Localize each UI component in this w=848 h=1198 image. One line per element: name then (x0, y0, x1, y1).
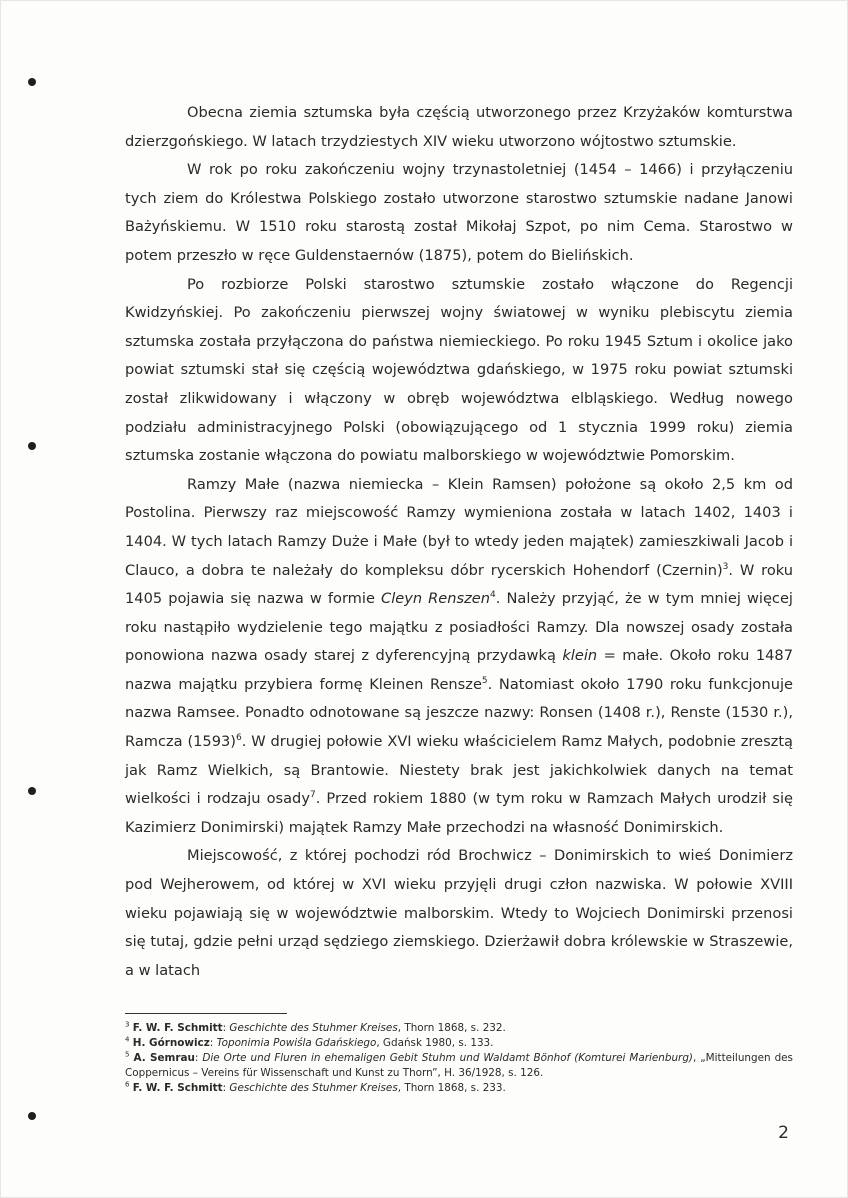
text-run: . W drugiej połowie XVI wieku właścicielem Ramz Małych, podobnie zresztą jak Ramz Wielkich, są Brantowie. Niestety brak jest jakichkolwiek danych na temat wielkości i rodzaju osady (125, 733, 794, 808)
text-run: . Natomiast około 1790 roku funkcjonuje nazwa Ramsee. Ponadto odnotowane są jeszcze nazwy: Ronsen (1408 r.), Renste (1530 r.), Ramcza (1593) (125, 675, 793, 751)
footnote (125, 1036, 793, 1051)
footnote-ref: 4 (490, 590, 496, 601)
footnote-number: 4 (125, 1035, 130, 1044)
paragraph-3: Po rozbiorze Polski starostwo sztumskie zostało włączone do Regencji Kwidzyńskiej. Po zakończeniu pierwszej wojny światowej w wyniku plebiscytu ziemia sztumska została przyłączona do państwa niemieckiego. Po roku 1945 Sztum i okolice jako powiat sztumski stał się częścią województwa gdańskiego, w 1975 roku powiat sztumski został zlikwidowany i włączony w obręb województwa elbląskiego. Według nowego podziału administracyjnego Polski (obowiązującego od 1 stycznia 1999 roku) ziemia sztumska zostanie włączona do powiatu malborskiego w województwie Pomorskim. (125, 275, 793, 465)
footnote-author: A. Semrau (133, 1052, 195, 1064)
text-run: : (222, 1082, 230, 1094)
footnote-title: Toponimia Powiśla Gdańskiego (216, 1037, 377, 1049)
text-run: = małe. Około roku 1487 nazwa majątku przybiera formę Kleinen Rensze (125, 647, 793, 693)
footnote-ref: 7 (309, 790, 316, 801)
text-run: Ramzy Małe (nazwa niemiecka – Klein Ramsen) położone są około 2,5 km od Postolina. Pierwszy raz miejscowość Ramzy wymieniona została w latach 1402, 1403 i 1404. W tych latach Ramzy Duże i Małe (był to wtedy jeden majątek) zamieszkiwali Jacob i Clauco, a dobra te należały do kompleksu dóbr rycerskich Hohendorf (Czernin) (125, 475, 793, 579)
text-run: , „Mitteilungen des Coppernicus – Vereins für Wissenschaft und Kunst zu Thorn”, H. 36/1928, s. 126. (125, 1052, 793, 1079)
text-run: . Przed rokiem 1880 (w tym roku w Ramzach Małych urodził się Kazimierz Donimirski) majątek Ramzy Małe przechodzi na własność Donimirskich. (125, 790, 793, 836)
paragraph-2: W rok po roku zakończeniu wojny trzynastoletniej (1454 – 1466) i przyłączeniu tych ziem do Królestwa Polskiego zostało utworzone starostwo sztumskie nadane Janowi Bażyńskiemu. W 1510 roku starostą został Mikołaj Szpot, po nim Cema. Starostwo w potem przeszło w ręce Guldenstaernów (1875), potem do Bielińskich. (125, 161, 793, 264)
text-run: , Gdańsk 1980, s. 133. (376, 1037, 494, 1049)
footnote-number: 5 (125, 1050, 130, 1059)
footnote-ref: 6 (236, 733, 242, 744)
punch-hole-icon (28, 442, 36, 450)
italic-term: Cleyn Renszen (381, 590, 491, 608)
footnote-number: 3 (125, 1020, 130, 1029)
footnotes (125, 1021, 793, 1096)
footnote-title: Die Orte und Fluren in ehemaligen Gebit Stuhm und Waldamt Bönhof (Komturei Marienburg) (202, 1052, 693, 1064)
page-number: 2 (778, 1123, 789, 1143)
text-run: . Należy przyjąć, że w tym mniej więcej roku nastąpiło wydzielenie tego majątku z posiadłości Ramzy. Dla nowszej osady została ponowiona nazwa osady starej z dyferencyjną przydawką (125, 590, 793, 665)
text-run: : (222, 1022, 230, 1034)
main-text (125, 99, 793, 985)
footnote-author: F. W. F. Schmitt (132, 1082, 223, 1094)
footnote-ref: 5 (481, 676, 488, 687)
footnote-title: Geschichte des Stuhmer Kreises (229, 1082, 398, 1094)
paragraph-1: Obecna ziemia sztumska była częścią utworzonego przez Krzyżaków komturstwa dzierzgońskiego. W latach trzydziestych XIV wieku utworzono wójtostwo sztumskie. (125, 104, 793, 150)
text-run: . W roku 1405 pojawia się nazwa w formie (125, 561, 793, 608)
footnote-number: 6 (125, 1080, 130, 1089)
footnote (125, 1021, 793, 1036)
punch-hole-icon (28, 787, 36, 795)
punch-hole-icon (28, 78, 36, 86)
italic-term: klein (562, 647, 598, 665)
paragraph-4 (125, 471, 793, 843)
text-run: : (209, 1037, 217, 1049)
paragraph-5: Miejscowość, z której pochodzi ród Brochwicz – Donimirskich to wieś Donimierz pod Wejherowem, od której w XVI wieku przyjęli drugi człon nazwiska. W połowie XVIII wieku pojawiają się w województwie malborskim. Wtedy to Wojciech Donimirski przenosi się tutaj, gdzie pełni urząd sędziego ziemskiego. Dzierżawił dobra królewskie w Straszewie, a w latach (125, 847, 793, 979)
text-run: , Thorn 1868, s. 232. (397, 1022, 506, 1034)
footnote (125, 1051, 793, 1081)
footnote-author: H. Górnowicz (132, 1037, 210, 1049)
text-run: : (194, 1052, 203, 1064)
footnote-title: Geschichte des Stuhmer Kreises (229, 1022, 398, 1034)
footnote-author: F. W. F. Schmitt (132, 1022, 223, 1034)
text-run: , Thorn 1868, s. 233. (397, 1082, 506, 1094)
punch-hole-icon (28, 1112, 36, 1120)
footnote (125, 1081, 793, 1096)
footnote-ref: 3 (722, 561, 729, 572)
footnote-separator (125, 1013, 287, 1014)
